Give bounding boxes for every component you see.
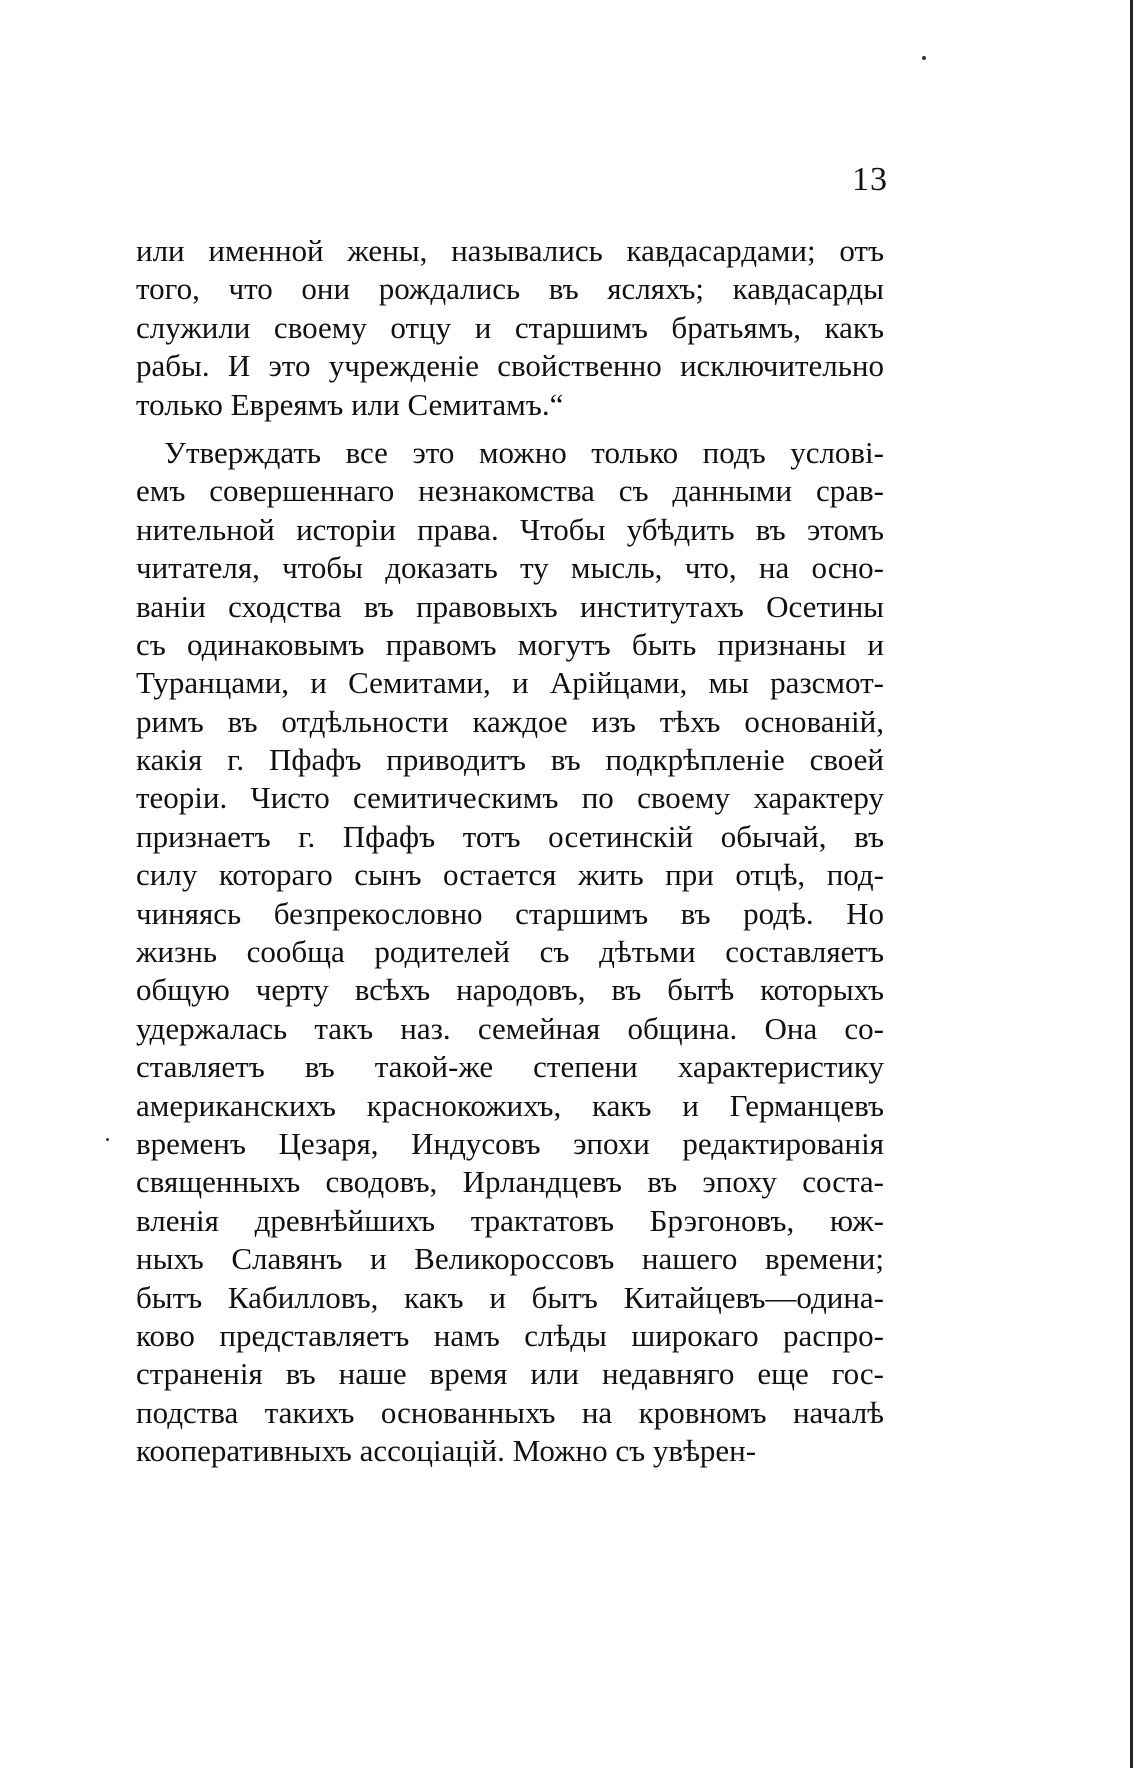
text-line: страненія въ наше время или недавняго еще гос-	[136, 1356, 884, 1392]
text-line: читателя, чтобы доказать ту мысль, что, на осно-	[136, 550, 884, 586]
text-line: жизнь сообща родителей съ дѣтьми составляетъ	[136, 934, 884, 970]
text-line: ставляетъ въ такой-же степени характеристику	[136, 1049, 884, 1085]
text-line: признаетъ г. Пфафъ тотъ осетинскій обычай, въ	[136, 818, 884, 854]
paragraph-gap	[136, 424, 884, 434]
scan-speck	[106, 1138, 109, 1141]
text-line: съ одинаковымъ правомъ могутъ быть признаны и	[136, 626, 884, 662]
text-line: Утверждать все это можно только подъ услові-	[164, 434, 884, 470]
text-line: какія г. Пфафъ приводитъ въ подкрѣпленіе своей	[136, 742, 884, 778]
text-line: общую черту всѣхъ народовъ, въ бытѣ которыхъ	[136, 972, 884, 1008]
text-line: временъ Цезаря, Индусовъ эпохи редактированія	[136, 1125, 884, 1161]
text-line: служили своему отцу и старшимъ братьямъ, какъ	[136, 309, 884, 345]
text-line: теоріи. Чисто семитическимъ по своему характеру	[136, 780, 884, 816]
text-line: подства такихъ основанныхъ на кровномъ началѣ	[136, 1394, 884, 1430]
text-line: емъ совершеннаго незнакомства съ данными срав-	[136, 473, 884, 509]
text-line: ваніи сходства въ правовыхъ институтахъ Осетины	[136, 588, 884, 624]
text-line: того, что они рождались въ ясляхъ; кавдасарды	[136, 271, 884, 307]
text-line: рабы. И это учрежденіе свойственно исключительно	[136, 348, 884, 384]
text-line: или именной жены, назывались кавдасардами; отъ	[136, 233, 884, 268]
text-line: американскихъ краснокожихъ, какъ и Германцевъ	[136, 1087, 884, 1123]
page-edge-line	[1130, 0, 1133, 1768]
scan-speck	[922, 56, 926, 60]
text-line: ково представляетъ намъ слѣды широкаго распро-	[136, 1317, 884, 1353]
text-line: чиняясь безпрекословно старшимъ въ родѣ. Но	[136, 895, 884, 931]
text-line: ныхъ Славянъ и Великороссовъ нашего времени;	[136, 1241, 884, 1277]
text-line: вленія древнѣйшихъ трактатовъ Брэгоновъ, юж-	[136, 1202, 884, 1238]
text-line: кооперативныхъ ассоціацій. Можно съ увѣрен-	[136, 1433, 757, 1469]
text-line: римъ въ отдѣльности каждое изъ тѣхъ основаній,	[136, 703, 884, 739]
text-line: нительной исторіи права. Чтобы убѣдить въ этомъ	[136, 511, 884, 547]
text-line: священныхъ сводовъ, Ирландцевъ въ эпоху соста-	[136, 1164, 884, 1200]
text-line: удержалась такъ наз. семейная община. Она со-	[136, 1010, 884, 1046]
page-number: 13	[852, 161, 888, 198]
body-text	[136, 232, 884, 1471]
text-line: только Евреямъ или Семитамъ.“	[136, 386, 564, 422]
text-line: бытъ Кабилловъ, какъ и бытъ Китайцевъ—одина-	[136, 1279, 884, 1315]
text-line: Туранцами, и Семитами, и Арійцами, мы разсмот-	[136, 665, 884, 701]
text-line: силу котораго сынъ остается жить при отцѣ, под-	[136, 857, 884, 893]
